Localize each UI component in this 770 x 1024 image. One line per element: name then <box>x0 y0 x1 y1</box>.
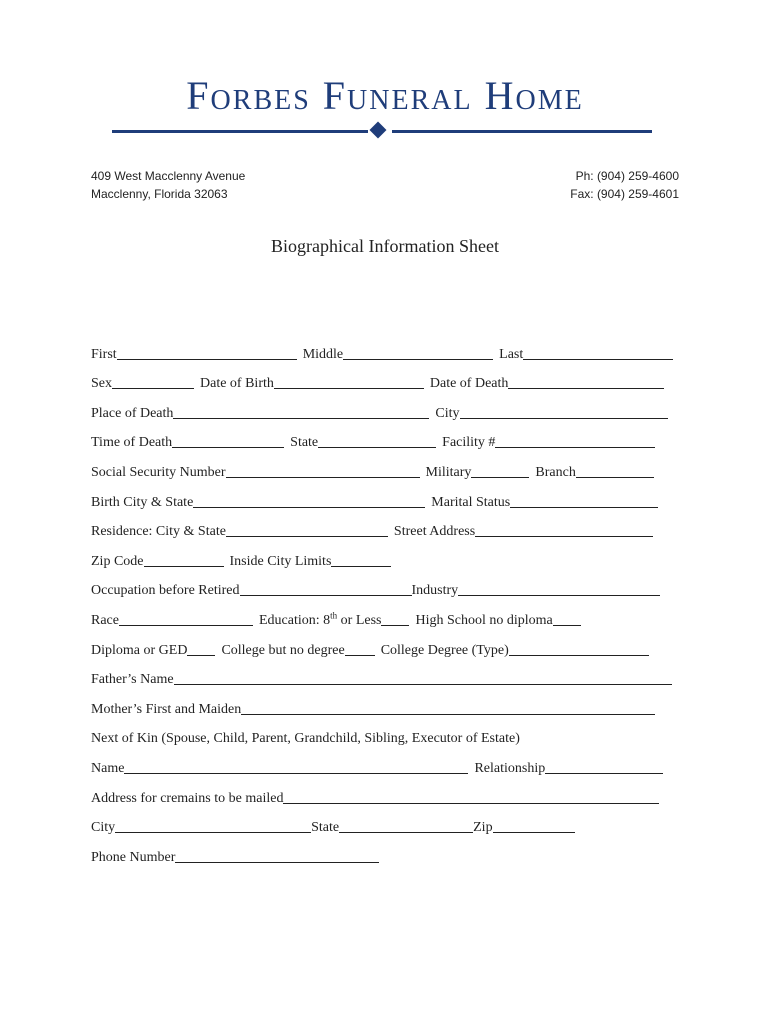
branch-field[interactable] <box>576 463 654 478</box>
logo-rule-right <box>392 130 652 133</box>
sex-label: Sex <box>91 376 112 392</box>
address-line-1: 409 West Macclenny Avenue <box>91 169 246 183</box>
form-row-zip <box>91 540 681 570</box>
form-row-cremains <box>91 777 681 807</box>
education-label-pre: Education: 8 <box>258 612 331 628</box>
military-label: Military <box>425 464 472 480</box>
college-no-degree-field[interactable] <box>345 641 375 656</box>
form-row-father <box>91 659 681 689</box>
kin-city-label: City <box>91 820 116 836</box>
college-no-degree-label: College but no degree <box>221 642 345 658</box>
college-degree-label: College Degree (Type) <box>380 642 509 658</box>
high-school-no-diploma-label: High School no diploma <box>415 612 553 628</box>
race-field[interactable] <box>119 611 253 626</box>
relationship-field[interactable] <box>545 759 663 774</box>
race-label: Race <box>91 612 119 628</box>
inside-city-limits-field[interactable] <box>331 552 391 567</box>
date-of-birth-label: Date of Birth <box>200 376 274 392</box>
kin-city-field[interactable] <box>115 818 311 833</box>
residence-label: Residence: City & State <box>91 524 226 540</box>
state-of-death-field[interactable] <box>318 433 436 448</box>
form-row-kin-city <box>91 807 681 837</box>
occupation-field[interactable] <box>240 581 412 596</box>
first-name-field[interactable] <box>117 345 297 360</box>
college-degree-field[interactable] <box>509 641 649 656</box>
phone-number-field[interactable] <box>175 848 379 863</box>
form-row-diploma <box>91 629 681 659</box>
business-contact <box>570 167 679 203</box>
street-address-label: Street Address <box>393 524 476 540</box>
form-row-place-of-death <box>91 392 681 422</box>
inside-city-limits-label: Inside City Limits <box>229 553 332 569</box>
street-address-field[interactable] <box>475 522 653 537</box>
middle-name-field[interactable] <box>343 345 493 360</box>
ssn-field[interactable] <box>226 463 420 478</box>
middle-label: Middle <box>302 346 344 362</box>
state-label: State <box>290 435 319 451</box>
form-row-mother <box>91 688 681 718</box>
form-row-name <box>91 333 681 363</box>
kin-state-label: State <box>311 820 340 836</box>
form-row-race-education <box>91 599 681 629</box>
fathers-name-field[interactable] <box>174 670 672 685</box>
eighth-or-less-field[interactable] <box>381 611 409 626</box>
form-row-dates <box>91 363 681 393</box>
high-school-no-diploma-field[interactable] <box>553 611 581 626</box>
form-row-time-of-death <box>91 422 681 452</box>
cremains-address-field[interactable] <box>283 789 659 804</box>
marital-status-label: Marital Status <box>431 494 511 510</box>
diploma-ged-label: Diploma or GED <box>91 642 188 658</box>
form-row-birth <box>91 481 681 511</box>
diploma-ged-field[interactable] <box>187 641 215 656</box>
education-label-post: or Less <box>337 612 382 628</box>
kin-zip-field[interactable] <box>493 818 575 833</box>
business-address <box>91 167 245 203</box>
name-label: Name <box>91 760 125 776</box>
mothers-name-label: Mother’s First and Maiden <box>91 701 242 717</box>
date-of-death-label: Date of Death <box>429 376 509 392</box>
branch-label: Branch <box>535 464 576 480</box>
zip-code-label: Zip Code <box>91 553 144 569</box>
form-row-phone <box>91 836 681 866</box>
zip-code-field[interactable] <box>144 552 224 567</box>
ssn-label: Social Security Number <box>91 464 226 480</box>
occupation-label: Occupation before Retired <box>91 583 240 599</box>
mothers-name-field[interactable] <box>241 700 655 715</box>
phone-number-text: Ph: (904) 259-4600 <box>575 169 679 183</box>
date-of-birth-field[interactable] <box>274 374 424 389</box>
time-of-death-field[interactable] <box>172 433 284 448</box>
logo-rule-left <box>112 130 368 133</box>
cremains-address-label: Address for cremains to be mailed <box>91 790 284 806</box>
form-row-residence <box>91 511 681 541</box>
city-label: City <box>435 405 460 421</box>
last-name-field[interactable] <box>523 345 673 360</box>
form-row-next-of-kin <box>91 718 681 748</box>
time-of-death-label: Time of Death <box>91 435 173 451</box>
fax-number-text: Fax: (904) 259-4601 <box>570 187 679 201</box>
biographical-form <box>91 333 681 866</box>
address-line-2: Macclenny, Florida 32063 <box>91 187 228 201</box>
form-row-ssn <box>91 451 681 481</box>
phone-number-label: Phone Number <box>91 849 176 865</box>
residence-field[interactable] <box>226 522 388 537</box>
kin-name-field[interactable] <box>124 759 468 774</box>
document-title: Biographical Information Sheet <box>271 236 499 256</box>
birth-city-state-label: Birth City & State <box>91 494 194 510</box>
city-of-death-field[interactable] <box>460 404 668 419</box>
form-row-occupation <box>91 570 681 600</box>
business-logo-title: Forbes Funeral Home <box>186 73 584 118</box>
place-of-death-label: Place of Death <box>91 405 174 421</box>
marital-status-field[interactable] <box>510 493 658 508</box>
kin-state-field[interactable] <box>339 818 473 833</box>
industry-field[interactable] <box>458 581 660 596</box>
industry-label: Industry <box>411 583 459 599</box>
education-label <box>258 610 382 629</box>
next-of-kin-heading: Next of Kin (Spouse, Child, Parent, Grandchild, Sibling, Executor of Estate) <box>91 731 520 747</box>
fathers-name-label: Father’s Name <box>91 672 174 688</box>
diamond-icon <box>370 122 387 139</box>
education-label-sup: th <box>330 610 338 621</box>
first-label: First <box>91 346 117 362</box>
last-label: Last <box>499 346 524 362</box>
date-of-death-field[interactable] <box>508 374 664 389</box>
facility-number-field[interactable] <box>495 433 655 448</box>
form-row-kin-name <box>91 747 681 777</box>
sex-field[interactable] <box>112 374 194 389</box>
facility-label: Facility # <box>442 435 496 451</box>
kin-zip-label: Zip <box>473 820 493 836</box>
relationship-label: Relationship <box>474 760 546 776</box>
birth-city-state-field[interactable] <box>193 493 425 508</box>
place-of-death-field[interactable] <box>173 404 429 419</box>
military-field[interactable] <box>471 463 529 478</box>
